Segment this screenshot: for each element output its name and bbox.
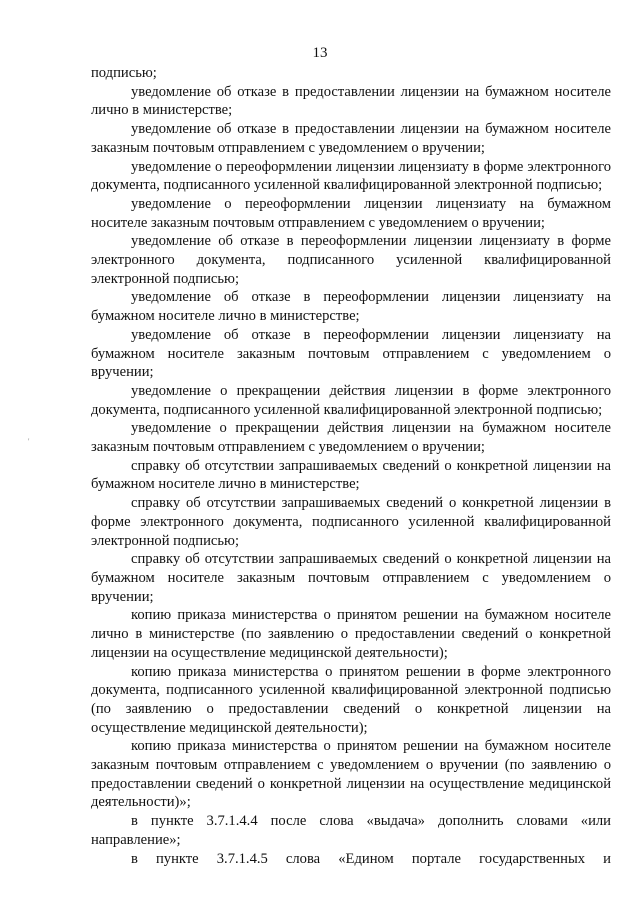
paragraph-15: копию приказа министерства о принятом решении в форме электронного документа, подписанного усиленной квалифицированной электронной подписью (по заявлению о предоставлении сведений о конкретной лицензии на осуществление медицинской деятельности); [91,663,611,736]
paragraph-9: уведомление о прекращении действия лицензии в форме электронного документа, подписанного усиленной квалифицированной электронной подписью; [91,382,611,418]
paragraph-16: копию приказа министерства о принятом решении на бумажном носителе заказным почтовым отправлением с уведомлением о вручении (по заявлению о предоставлении сведений о конкретной лицензии на осуществление медицинской деятельности)»; [91,738,611,811]
paragraph-13: справку об отсутствии запрашиваемых сведений о конкретной лицензии на бумажном носителе заказным почтовым отправлением с уведомлением о вручении; [91,551,611,605]
margin-mark: ' [28,437,30,446]
paragraph-2: уведомление об отказе в предоставлении лицензии на бумажном носителе лично в министерстве; [91,83,611,119]
paragraph-11: справку об отсутствии запрашиваемых сведений о конкретной лицензии на бумажном носителе лично в министерстве; [91,457,611,493]
paragraph-10: уведомление о прекращении действия лицензии на бумажном носителе заказным почтовым отправлением с уведомлением о вручении; [91,420,611,456]
paragraph-5: уведомление о переоформлении лицензии лицензиату на бумажном носителе заказным почтовым отправлением с уведомлением о вручении; [91,195,611,231]
document-body [91,64,611,868]
paragraph-17: в пункте 3.7.1.4.4 после слова «выдача» дополнить словами «или направление»; [91,813,611,848]
paragraph-6: уведомление об отказе в переоформлении лицензии лицензиату в форме электронного документа, подписанного усиленной квалифицированной электронной подписью; [91,233,611,287]
page-number: 13 [312,45,328,61]
paragraph-4: уведомление о переоформлении лицензии лицензиату в форме электронного документа, подписанного усиленной квалифицированной электронной подписью; [91,158,611,194]
paragraph-14: копию приказа министерства о принятом решении на бумажном носителе лично в министерстве (по заявлению о предоставлении сведений о конкретной лицензии на осуществление медицинской деятельности); [91,607,611,661]
paragraph-1: подписью; [91,65,157,81]
paragraph-3: уведомление об отказе в предоставлении лицензии на бумажном носителе заказным почтовым отправлением с уведомлением о вручении; [91,121,611,156]
paragraph-18: в пункте 3.7.1.4.5 слова «Едином портале государственных и [131,850,611,867]
paragraph-12: справку об отсутствии запрашиваемых сведений о конкретной лицензии в форме электронного документа, подписанного усиленной квалифицированной электронной подписью; [91,495,611,549]
paragraph-8: уведомление об отказе в переоформлении лицензии лицензиату на бумажном носителе заказным почтовым отправлением с уведомлением о вручении; [91,326,611,381]
paragraph-7: уведомление об отказе в переоформлении лицензии лицензиату на бумажном носителе лично в министерстве; [91,289,611,325]
